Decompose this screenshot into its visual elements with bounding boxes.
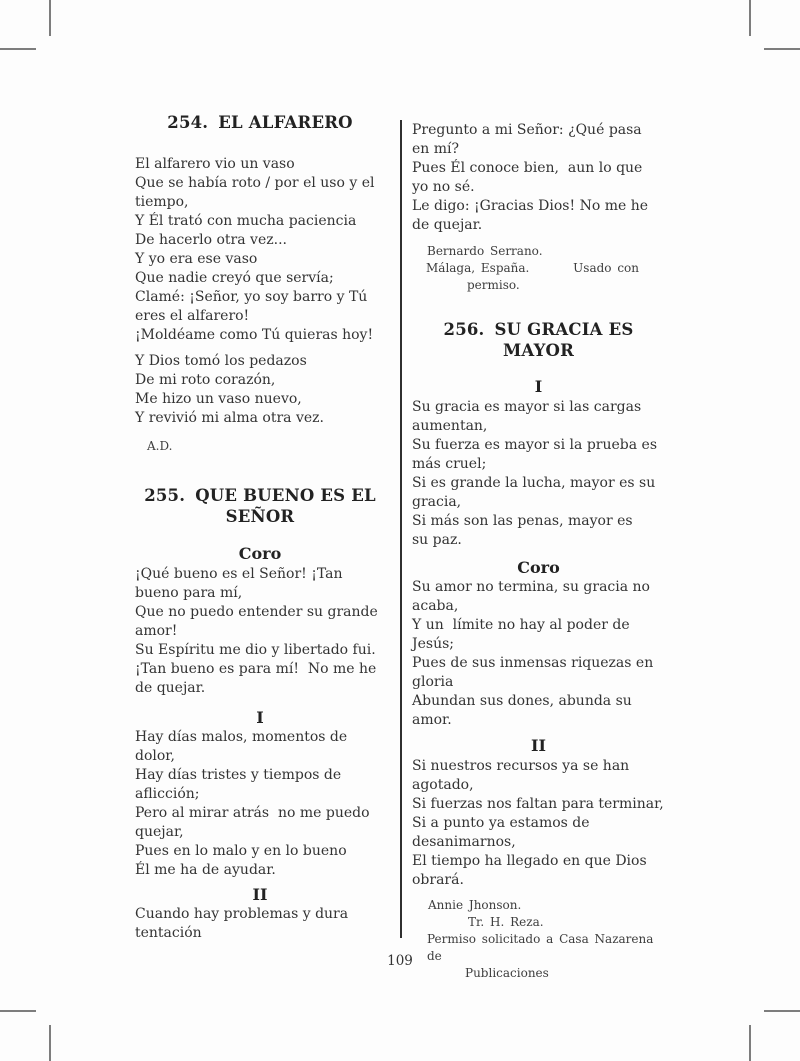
stanza-line: en mí? — [412, 141, 460, 157]
hymn-name: EL ALFARERO — [218, 113, 353, 132]
stanza-line: desanimarnos, — [412, 834, 516, 850]
crop-mark-top-right-vertical — [749, 0, 751, 36]
stanza — [135, 565, 385, 698]
stanza-line: tiempo, — [135, 194, 189, 210]
stanza-line: Pregunto a mi Señor: ¿Qué pasa — [412, 122, 642, 138]
crop-mark-bottom-left-vertical — [49, 1025, 51, 1061]
stanza-line: Hay días malos, momentos de — [135, 729, 348, 745]
stanza-line: ¡Tan bueno es para mí! No me he — [135, 661, 377, 677]
stanza — [412, 121, 665, 235]
crop-mark-top-left-horizontal — [0, 48, 36, 50]
stanza — [135, 905, 385, 943]
stanza-line: De hacerlo otra vez... — [135, 232, 287, 248]
attribution-line — [412, 914, 665, 931]
attribution — [412, 897, 665, 982]
stanza-line: amor! — [135, 623, 178, 639]
stanza-line: Cuando hay problemas y dura — [135, 906, 349, 922]
stanza-line: gracia, — [412, 494, 462, 510]
stanza-line: agotado, — [412, 777, 474, 793]
stanza-line: Y un límite no hay al poder de — [412, 617, 630, 633]
crop-mark-bottom-right-vertical — [749, 1025, 751, 1061]
attribution — [412, 243, 665, 294]
stanza-line: su paz. — [412, 532, 462, 548]
stanza — [412, 398, 665, 550]
section-label: I — [256, 708, 264, 727]
attribution-line — [412, 277, 665, 294]
crop-mark-top-right-horizontal — [764, 48, 800, 50]
stanza-line: Si fuerzas nos faltan para terminar, — [412, 796, 664, 812]
stanza-line: eres el alfarero! — [135, 308, 250, 324]
stanza-line: Jesús; — [412, 636, 454, 652]
section-label: Coro — [517, 558, 560, 577]
attribution-text: Annie Jhonson. — [428, 898, 522, 912]
stanza-line: aumentan, — [412, 418, 488, 434]
stanza-line: Su fuerza es mayor si la prueba es — [412, 437, 657, 453]
section-label: II — [531, 736, 546, 755]
stanza-line: ¡Moldéame como Tú quieras hoy! — [135, 327, 374, 343]
stanza-line: Que nadie creyó que servía; — [135, 270, 334, 286]
stanza-line: Y Él trató con mucha paciencia — [135, 213, 357, 229]
stanza-line: quejar, — [135, 824, 184, 840]
stanza-line: Si es grande la lucha, mayor es su — [412, 475, 656, 491]
attribution-line — [135, 438, 385, 455]
stanza — [412, 757, 665, 890]
stanza-line: Hay días tristes y tiempos de — [135, 767, 342, 783]
attribution-text: permiso. — [467, 278, 520, 292]
attribution-text: Permiso solicitado a Casa Nazarena de — [427, 932, 654, 963]
stanza-line: más cruel; — [412, 456, 487, 472]
crop-mark-top-left-vertical — [49, 0, 51, 36]
hymn-title — [135, 485, 385, 527]
stanza-line: Pues Él conoce bien, aun lo que — [412, 160, 643, 176]
stanza-line: Que se había roto / por el uso y el — [135, 175, 375, 191]
stanza-line: aflicción; — [135, 786, 200, 802]
stanza-line: Pues en lo malo y en lo bueno — [135, 843, 347, 859]
stanza — [412, 578, 665, 730]
attribution-text: Málaga, España. — [426, 261, 530, 275]
attribution — [135, 438, 385, 455]
stanza-line: El tiempo ha llegado en que Dios — [412, 853, 647, 869]
stanza-line: Pero al mirar atrás no me puedo — [135, 805, 370, 821]
stanza-line: Que no puedo entender su grande — [135, 604, 378, 620]
stanza-line: Él me ha de ayudar. — [135, 862, 276, 878]
hymn-number: 255. — [144, 486, 186, 505]
stanza-line: ¡Qué bueno es el Señor! ¡Tan — [135, 566, 343, 582]
column-divider — [400, 120, 402, 938]
stanza-line: de quejar. — [412, 217, 483, 233]
hymn-number: 254. — [167, 113, 209, 132]
stanza-line: Y Dios tomó los pedazos — [135, 353, 307, 369]
stanza-line: El alfarero vio un vaso — [135, 156, 295, 172]
hymn-name: SU GRACIA ES MAYOR — [494, 320, 634, 360]
left-column — [135, 112, 385, 943]
stanza-line: Su gracia es mayor si las cargas — [412, 399, 642, 415]
stanza-line: gloria — [412, 674, 454, 690]
attribution-line — [412, 260, 665, 277]
stanza — [135, 352, 385, 428]
stanza-line: yo no sé. — [412, 179, 475, 195]
stanza-line: Y revivió mi alma otra vez. — [135, 410, 324, 426]
stanza-line: Si nuestros recursos ya se han — [412, 758, 630, 774]
crop-mark-bottom-left-horizontal — [0, 1010, 36, 1012]
attribution-right-text: Usado con — [573, 261, 639, 275]
hymn-name: QUE BUENO ES EL SEÑOR — [195, 486, 376, 526]
hymn-title — [135, 112, 385, 133]
attribution-text: Bernardo Serrano. — [427, 244, 543, 258]
hymn-title — [412, 319, 665, 361]
section-label: I — [534, 377, 543, 396]
attribution-line — [412, 243, 665, 260]
stanza-line: Su Espíritu me dio y libertado fui. — [135, 642, 376, 658]
attribution-line — [412, 897, 665, 914]
stanza-line: de quejar. — [135, 680, 206, 696]
stanza-line: obrará. — [412, 872, 464, 888]
stanza-line: De mi roto corazón, — [135, 372, 276, 388]
stanza — [135, 155, 385, 345]
right-column — [412, 121, 665, 982]
stanza-line: Me hizo un vaso nuevo, — [135, 391, 302, 407]
page-number: 109 — [387, 953, 413, 969]
stanza-line: Y yo era ese vaso — [135, 251, 258, 267]
attribution-text: Publicaciones — [465, 966, 549, 980]
stanza-line: Le digo: ¡Gracias Dios! No me he — [412, 198, 649, 214]
attribution-text: A.D. — [147, 439, 173, 453]
crop-mark-bottom-right-horizontal — [764, 1010, 800, 1012]
stanza-line: Si a punto ya estamos de — [412, 815, 590, 831]
stanza-line: Su amor no termina, su gracia no — [412, 579, 650, 595]
stanza-line: tentación — [135, 925, 202, 941]
hymn-number: 256. — [443, 320, 485, 339]
stanza-line: dolor, — [135, 748, 175, 764]
stanza-line: acaba, — [412, 598, 459, 614]
stanza-line: Pues de sus inmensas riquezas en — [412, 655, 654, 671]
attribution-text: Tr. H. Reza. — [468, 915, 544, 929]
stanza — [135, 728, 385, 880]
section-label: II — [252, 885, 268, 904]
stanza-line: Clamé: ¡Señor, yo soy barro y Tú — [135, 289, 368, 305]
stanza-line: bueno para mí, — [135, 585, 243, 601]
section-label: Coro — [238, 544, 282, 563]
stanza-line: Abundan sus dones, abunda su — [412, 693, 632, 709]
stanza-line: Si más son las penas, mayor es — [412, 513, 633, 529]
stanza-line: amor. — [412, 712, 452, 728]
